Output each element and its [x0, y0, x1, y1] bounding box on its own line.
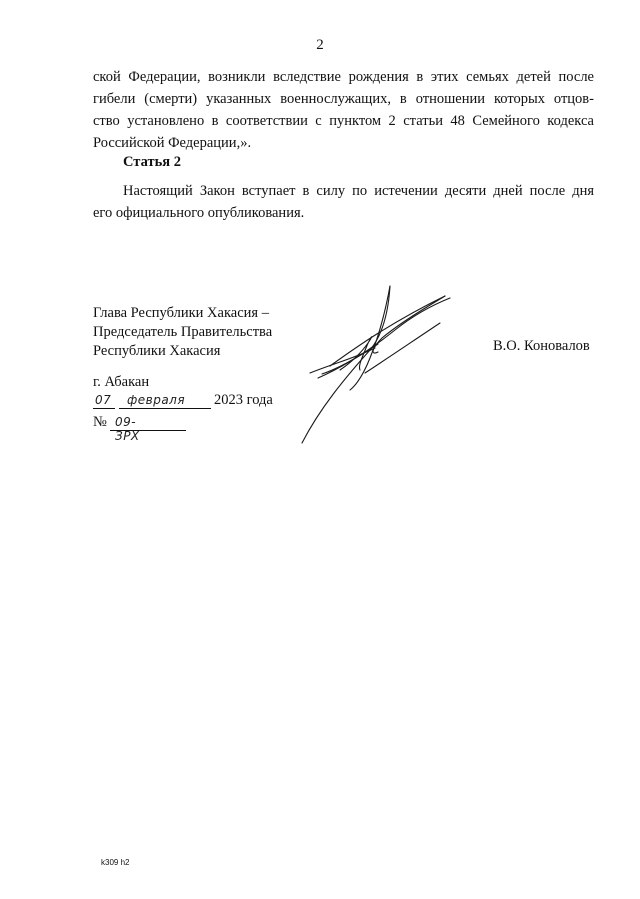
text-line: ство установлено в соответствии с пунктом 2 статьи 48 Семейного кодекса — [93, 113, 594, 129]
number-label: № — [93, 414, 107, 430]
article-heading: Статья 2 — [123, 154, 181, 170]
text-line: его официального опубликования. — [93, 205, 305, 221]
text-line: гибели (смерти) указанных военнослужащих, в отношении которых отцов- — [93, 91, 594, 107]
text-line: ской Федерации, возникли вследствие рождения в этих семьях детей после — [93, 69, 594, 85]
signatory-name: В.О. Коновалов — [493, 338, 590, 354]
text-line: Настоящий Закон вступает в силу по истечении десяти дней после дня — [123, 183, 594, 199]
year-text: 2023 года — [214, 392, 273, 408]
signatory-title — [93, 304, 272, 361]
day-handwritten: 07 — [95, 393, 112, 407]
footer-code: k309 h2 — [101, 858, 130, 867]
number-handwritten: 09-ЗРХ — [115, 415, 140, 443]
handwritten-signature — [300, 278, 470, 453]
signature-icon — [300, 278, 470, 448]
signatory-title-line: Председатель Правительства — [93, 324, 273, 340]
text-line: Российской Федерации,». — [93, 135, 252, 151]
signatory-title-line: Глава Республики Хакасия – — [93, 305, 269, 321]
paragraph-continuation — [93, 66, 594, 154]
signatory-title-line: Республики Хакасия — [93, 343, 221, 359]
page-number: 2 — [316, 37, 324, 53]
place-of-signing: г. Абакан — [93, 374, 150, 390]
article-body — [93, 180, 594, 224]
month-handwritten: февраля — [127, 393, 186, 407]
